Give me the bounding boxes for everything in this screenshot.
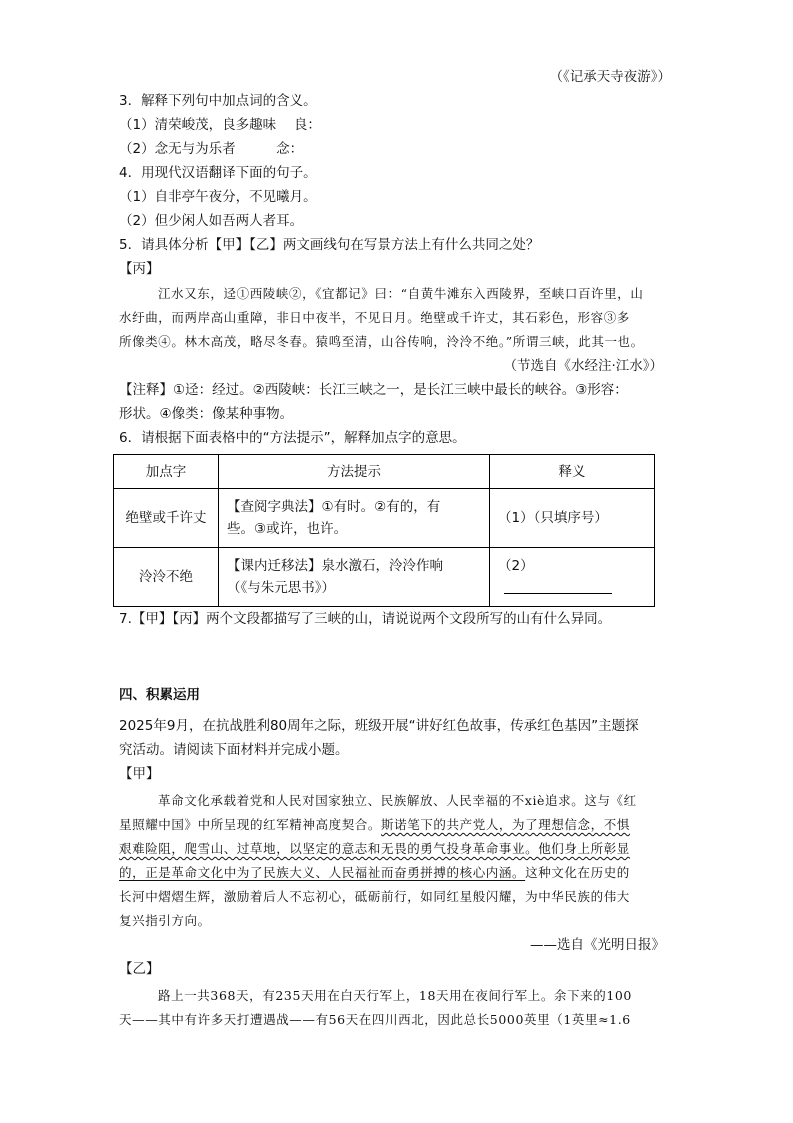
question-3-item-1: （1）清荣峻茂，良多趣味 良： bbox=[119, 117, 321, 133]
passage-bing-source: （节选自《水经注·江水》） bbox=[503, 358, 663, 374]
material-jia-line-2 bbox=[119, 815, 630, 835]
material-yi-line-2: 天——其中有许多天打遭遇战——有56天在四川西北，因此总长5000英里（1英里≈1.6 bbox=[119, 1012, 631, 1027]
table-cell-hint bbox=[219, 489, 490, 548]
question-4-item-2: （2）但少闲人如吾两人者耳。 bbox=[119, 213, 304, 229]
table-cell-word: 绝壁或千许丈 bbox=[114, 489, 219, 548]
answer-blank[interactable] bbox=[504, 579, 612, 594]
hint-line: 【课内迁移法】泉水激石，泠泠作响 bbox=[227, 558, 443, 574]
passage-bing-line-2: 水纡曲，而两岸高山重障，非日中夜半，不见日月。绝壁或千许丈，其石彩色，形容③多 bbox=[119, 310, 630, 325]
material-jia-label: 【甲】 bbox=[119, 766, 160, 782]
intro-line-2: 究活动。请阅读下面材料并完成小题。 bbox=[119, 742, 349, 758]
method-table bbox=[113, 454, 655, 607]
underlined-sentence: 的，正是革命文化中为了民族大义、人民福祉而奋勇拼搏的核心内涵。 bbox=[119, 865, 526, 880]
table-header-cell: 加点字 bbox=[114, 455, 219, 489]
question-3: 3．解释下列句中加点词的含义。 bbox=[119, 93, 317, 109]
passage-bing-line-1: 江水又东，迳①西陵峡②，《宜都记》曰：“自黄牛滩东入西陵界，至峡口百许里，山 bbox=[158, 286, 644, 301]
material-jia-line-5: 长河中熠熠生辉，激励着后人不忘初心，砥砺前行，如同红星般闪耀，为中华民族的伟大 bbox=[119, 889, 630, 904]
table-header-cell: 方法提示 bbox=[219, 455, 490, 489]
material-jia-line-4 bbox=[119, 863, 630, 883]
table-cell-word: 泠泠不绝 bbox=[114, 548, 219, 607]
material-jia-text: 这种文化在历史的 bbox=[525, 865, 630, 880]
question-5: 5．请具体分析【甲】【乙】两文画线句在写景方法上有什么共同之处？ bbox=[119, 237, 540, 253]
material-jia-text: 星照耀中国》中所呈现的红军精神高度契合。 bbox=[119, 817, 382, 832]
table-cell-answer bbox=[490, 489, 655, 548]
material-jia-line-1: 革命文化承载着党和人民对国家独立、民族解放、人民幸福的不xiè追求。这与《红 bbox=[158, 793, 637, 808]
section-heading-4: 四、积累运用 bbox=[119, 687, 200, 703]
passage-bing-label: 【丙】 bbox=[119, 261, 160, 277]
table-header-cell: 释义 bbox=[490, 455, 655, 489]
question-6: 6．请根据下面表格中的“方法提示”，解释加点字的意思。 bbox=[119, 430, 466, 446]
table-row bbox=[114, 548, 655, 607]
question-3-item-2: （2）念无与为乐者 念： bbox=[119, 141, 304, 157]
annotation-line-1: 【注释】①迳：经过。②西陵峡：长江三峡之一，是长江三峡中最长的峡谷。③形容： bbox=[119, 382, 628, 398]
material-jia-line-3: 艰难险阻，爬雪山、过草地，以坚定的意志和无畏的勇气投身革命事业。他们身上所彰显 bbox=[119, 841, 630, 856]
material-yi-label: 【乙】 bbox=[119, 961, 160, 977]
hint-line: 些。③或许，也许。 bbox=[227, 521, 348, 537]
answer-label: （2） bbox=[498, 558, 534, 574]
answer-label: （1）（只填序号） bbox=[498, 510, 608, 526]
annotation-line-2: 形状。④像类：像某种事物。 bbox=[119, 406, 294, 422]
table-row bbox=[114, 489, 655, 548]
question-4: 4．用现代汉语翻译下面的句子。 bbox=[119, 165, 317, 181]
material-jia-source: ——选自《光明日报》 bbox=[530, 937, 665, 953]
hint-line: 【查阅字典法】①有时。②有的，有 bbox=[227, 499, 441, 515]
question-7: 7.【甲】【丙】两个文段都描写了三峡的山，请说说两个文段所写的山有什么异同。 bbox=[119, 611, 612, 627]
passage-bing-line-3: 所像类④。林木高茂，略尽冬春。猿鸣至清，山谷传响，泠泠不绝。”所谓三峡，此其一也。 bbox=[119, 334, 644, 349]
intro-line-1: 2025年9月，在抗战胜利80周年之际，班级开展“讲好红色故事，传承红色基因”主题探 bbox=[119, 718, 639, 734]
question-4-item-1: （1）自非亭午夜分，不见曦月。 bbox=[119, 189, 317, 205]
table-cell-hint bbox=[219, 548, 490, 607]
hint-line: （《与朱元思书》） bbox=[227, 580, 335, 596]
source-citation-top: （《记承天寺夜游》） bbox=[549, 69, 671, 85]
table-cell-answer bbox=[490, 548, 655, 607]
table-header-row bbox=[114, 455, 655, 489]
material-jia-line-6: 复兴指引方向。 bbox=[119, 913, 211, 928]
material-yi-line-1: 路上一共368天，有235天用在白天行军上，18天用在夜间行军上。余下来的100 bbox=[158, 988, 632, 1003]
underlined-sentence: 斯诺笔下的共产党人，为了理想信念，不惧 bbox=[381, 817, 630, 832]
